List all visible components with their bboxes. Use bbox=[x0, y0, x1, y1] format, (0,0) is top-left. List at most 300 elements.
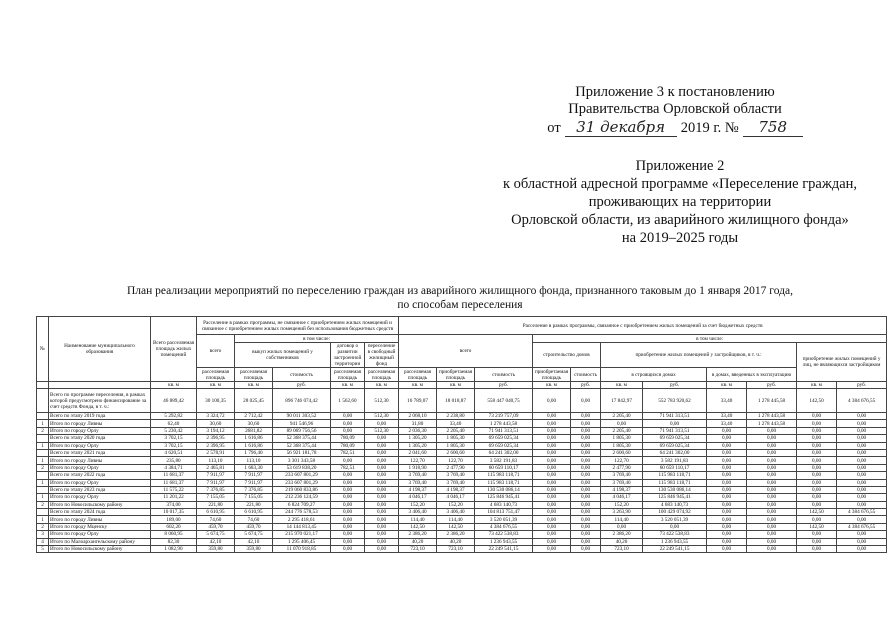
row-value: 2 386,20 bbox=[399, 531, 437, 538]
row-value: 0,00 bbox=[571, 531, 601, 538]
row-value: 7 911,97 bbox=[235, 479, 273, 486]
row-value: 0,00 bbox=[533, 516, 571, 523]
row-name: Всего по этапу 2019 года bbox=[49, 413, 151, 420]
row-value: 0,00 bbox=[365, 479, 399, 486]
plan-title bbox=[110, 284, 810, 312]
th-dev-contract: договор о развитии застроенной территории bbox=[331, 343, 365, 368]
row-value: 3 194,12 bbox=[197, 427, 235, 434]
row-value: 2 578,91 bbox=[197, 449, 235, 456]
row-value: 723,10 bbox=[601, 546, 643, 553]
row-value: 0,00 bbox=[331, 472, 365, 479]
row-value: 33,40 bbox=[707, 413, 747, 420]
th-free-fund: переселение в свободный жилищный фонд bbox=[365, 343, 399, 368]
row-value: 0,00 bbox=[533, 464, 571, 471]
row-value: 125 846 945,41 bbox=[475, 494, 533, 501]
unit: кв. м bbox=[797, 382, 837, 389]
row-value: 73 422 538,83 bbox=[475, 531, 533, 538]
row-value: 0,00 bbox=[837, 538, 887, 545]
row-value: 0,00 bbox=[571, 435, 601, 442]
row-value: 1 805,30 bbox=[601, 435, 643, 442]
row-value: 512,30 bbox=[365, 389, 399, 413]
table-row bbox=[37, 442, 887, 449]
row-value: 33,40 bbox=[707, 420, 747, 427]
row-value: 11 681,37 bbox=[151, 472, 197, 479]
row-value: 723,10 bbox=[437, 546, 475, 553]
row-value: 0,00 bbox=[571, 516, 601, 523]
row-value: 53 619 838,20 bbox=[273, 464, 331, 471]
row-value: 0,00 bbox=[837, 449, 887, 456]
row-value: 1 805,30 bbox=[437, 442, 475, 449]
row-value: 0,00 bbox=[533, 435, 571, 442]
header-ot: от bbox=[547, 120, 561, 136]
row-value: 782,51 bbox=[331, 449, 365, 456]
row-value: 16 789,07 bbox=[399, 389, 437, 413]
row-value: 4 384 676,55 bbox=[837, 389, 887, 413]
row-value: 512,30 bbox=[365, 413, 399, 420]
row-value: 22 249 541,15 bbox=[475, 546, 533, 553]
row-value: 1 796,40 bbox=[235, 449, 273, 456]
row-value: 189,00 bbox=[151, 516, 197, 523]
row-number bbox=[37, 509, 49, 516]
row-value: 3 520 051,39 bbox=[475, 516, 533, 523]
row-value: 0,00 bbox=[837, 464, 887, 471]
row-number: 5 bbox=[37, 546, 49, 553]
row-value: 142,50 bbox=[437, 523, 475, 530]
unit: кв. м bbox=[235, 382, 273, 389]
row-value: 56 921 181,78 bbox=[273, 449, 331, 456]
row-value: 0,00 bbox=[707, 516, 747, 523]
row-value: 2681,82 bbox=[235, 427, 273, 434]
row-value: 0,00 bbox=[533, 531, 571, 538]
row-value: 0,00 bbox=[797, 472, 837, 479]
row-value: 0,00 bbox=[747, 516, 797, 523]
row-value: 0,00 bbox=[365, 523, 399, 530]
row-value: 0,00 bbox=[747, 546, 797, 553]
th-buy-developers: приобретение жилых помещений у застройщиков, в т. ч.: bbox=[601, 343, 797, 368]
row-value: 82,30 bbox=[151, 538, 197, 545]
row-name: Итого по городу Ливны bbox=[49, 516, 151, 523]
row-value: 0,00 bbox=[365, 509, 399, 516]
th-b-cost: стоимость bbox=[475, 368, 533, 382]
row-value: 0,00 bbox=[331, 427, 365, 434]
row-value: 0,00 bbox=[571, 413, 601, 420]
row-value: 89 069 756,56 bbox=[273, 427, 331, 434]
th-built-houses: в строящихся домах bbox=[601, 368, 707, 382]
row-value: 3 769,40 bbox=[399, 479, 437, 486]
row-value: 235,80 bbox=[151, 457, 197, 464]
row-value: 0,00 bbox=[837, 479, 887, 486]
row-name: Итого по Новосильскому району bbox=[49, 501, 151, 508]
row-value: 0,00 bbox=[533, 427, 571, 434]
row-value: 212 236 124,59 bbox=[273, 494, 331, 501]
row-value: 64 241 302,00 bbox=[643, 449, 707, 456]
row-value: 0,00 bbox=[837, 516, 887, 523]
row-value: 0,00 bbox=[533, 472, 571, 479]
row-value: 0,00 bbox=[797, 516, 837, 523]
row-value: 7 376,85 bbox=[235, 486, 273, 493]
row-value: 0,00 bbox=[707, 472, 747, 479]
plan-title-line-1: План реализации мероприятий по переселению граждан из аварийного жилищного фонда, признанного таковым до 1 января 2017 года, bbox=[127, 285, 793, 297]
row-value: 2 205,40 bbox=[601, 427, 643, 434]
th-build-area: приобретаемая площадь bbox=[533, 368, 571, 382]
row-number: 1 bbox=[37, 516, 49, 523]
row-value: 0,00 bbox=[837, 442, 887, 449]
table-row bbox=[37, 509, 887, 516]
row-value: 100 429 074,92 bbox=[643, 509, 707, 516]
row-value: 3 769,40 bbox=[601, 472, 643, 479]
row-value: 130 530 086,14 bbox=[643, 486, 707, 493]
row-name: Итого по Малоархангельскому району bbox=[49, 538, 151, 545]
row-value: 0,00 bbox=[797, 413, 837, 420]
row-value: 0,00 bbox=[707, 457, 747, 464]
row-value: 5 674,75 bbox=[197, 531, 235, 538]
th-free-area: расселяемая площадь bbox=[365, 368, 399, 382]
row-value: 3 406,40 bbox=[437, 509, 475, 516]
appendix-line-2: к областной адресной программе «Переселение граждан, bbox=[502, 176, 858, 192]
row-value: 215 970 021,17 bbox=[273, 531, 331, 538]
row-number: 2 bbox=[37, 523, 49, 530]
row-value: 115 983 118,71 bbox=[643, 472, 707, 479]
row-value: 0,00 bbox=[797, 494, 837, 501]
date-signature: 31 декабря bbox=[565, 119, 677, 137]
row-value: 6 610,95 bbox=[197, 509, 235, 516]
row-number bbox=[37, 472, 49, 479]
row-value: 0,00 bbox=[837, 457, 887, 464]
units-row bbox=[37, 382, 887, 389]
row-name: Итого по городу Орлу bbox=[49, 531, 151, 538]
row-value: 2 386,20 bbox=[601, 531, 643, 538]
row-value: 113,10 bbox=[197, 457, 235, 464]
row-value: 0,00 bbox=[533, 538, 571, 545]
row-value: 0,00 bbox=[747, 509, 797, 516]
row-value: 60 659 110,17 bbox=[643, 464, 707, 471]
row-value: 30 100,35 bbox=[197, 389, 235, 413]
row-value: 0,00 bbox=[533, 523, 571, 530]
row-name: Итого по городу Орлу bbox=[49, 464, 151, 471]
row-value: 7 911,97 bbox=[235, 472, 273, 479]
row-value: 233 607 801,29 bbox=[273, 479, 331, 486]
th-dev-area: расселяемая площадь bbox=[331, 368, 365, 382]
row-value: 0,00 bbox=[365, 531, 399, 538]
unit: руб. bbox=[643, 382, 707, 389]
row-value: 0,00 bbox=[797, 420, 837, 427]
unit: кв. м bbox=[365, 382, 399, 389]
table-row bbox=[37, 413, 887, 420]
row-value: 0,00 bbox=[747, 479, 797, 486]
row-name: Итого по Новосильскому району bbox=[49, 546, 151, 553]
table-row bbox=[37, 516, 887, 523]
row-value: 3 263,90 bbox=[601, 509, 643, 516]
row-value: 0,00 bbox=[707, 546, 747, 553]
row-value: 3 702,15 bbox=[151, 442, 197, 449]
row-value: 69 659 025,34 bbox=[475, 435, 533, 442]
th-b-total: всего bbox=[399, 335, 533, 368]
row-value: 0,00 bbox=[797, 538, 837, 545]
row-value: 1 305,20 bbox=[399, 435, 437, 442]
row-value: 0,00 bbox=[707, 501, 747, 508]
row-value: 14 144 813,45 bbox=[273, 523, 331, 530]
row-value: 0,00 bbox=[331, 457, 365, 464]
row-name: Всего по этапу 2022 года bbox=[49, 472, 151, 479]
row-value: 1 562,60 bbox=[331, 389, 365, 413]
row-value: 62,40 bbox=[151, 420, 197, 427]
row-value: 0,00 bbox=[797, 427, 837, 434]
th-b-area-res: расселяемая площадь bbox=[399, 368, 437, 382]
unit: кв. м bbox=[399, 382, 437, 389]
row-value: 3 324,72 bbox=[197, 413, 235, 420]
row-value: 3 769,40 bbox=[437, 472, 475, 479]
row-value: 0,00 bbox=[837, 486, 887, 493]
row-value: 3 301 343,58 bbox=[273, 457, 331, 464]
table-row bbox=[37, 457, 887, 464]
table-row bbox=[37, 464, 887, 471]
row-value: 4 198,37 bbox=[601, 486, 643, 493]
row-value: 0,00 bbox=[533, 457, 571, 464]
row-value: 0,00 bbox=[747, 501, 797, 508]
row-value: 1 236 943,55 bbox=[643, 538, 707, 545]
unit: кв. м bbox=[331, 382, 365, 389]
unit: руб. bbox=[747, 382, 797, 389]
unit: руб. bbox=[273, 382, 331, 389]
row-name: Всего по этапу 2024 года bbox=[49, 509, 151, 516]
row-value: 0,00 bbox=[533, 546, 571, 553]
th-b-area-bought: приобретаемая площадь bbox=[437, 368, 475, 382]
row-value: 18 018,87 bbox=[437, 389, 475, 413]
row-value: 104 813 751,47 bbox=[475, 509, 533, 516]
row-value: 2 205,40 bbox=[437, 427, 475, 434]
row-value: 115 983 118,71 bbox=[475, 479, 533, 486]
appendix-line-3: проживающих на территории bbox=[588, 194, 772, 210]
row-value: 0,00 bbox=[837, 531, 887, 538]
table-row bbox=[37, 538, 887, 545]
row-value: 0,00 bbox=[643, 420, 707, 427]
row-value: 0,00 bbox=[707, 531, 747, 538]
row-value: 1 683,30 bbox=[235, 464, 273, 471]
row-value: 780,09 bbox=[331, 442, 365, 449]
row-name: Итого по городу Ливны bbox=[49, 420, 151, 427]
row-value: 2 477,90 bbox=[437, 464, 475, 471]
row-value: 7 911,97 bbox=[197, 479, 235, 486]
row-value: 0,00 bbox=[331, 479, 365, 486]
row-value: 0,00 bbox=[797, 531, 837, 538]
row-value: 42,10 bbox=[235, 538, 273, 545]
row-value: 0,00 bbox=[747, 442, 797, 449]
row-value: 0,00 bbox=[571, 486, 601, 493]
row-value: 2 477,90 bbox=[601, 464, 643, 471]
row-value: 0,00 bbox=[365, 501, 399, 508]
table-row bbox=[37, 523, 887, 530]
row-value: 0,00 bbox=[797, 546, 837, 553]
row-value: 90 011 303,52 bbox=[273, 413, 331, 420]
row-value: 30,60 bbox=[235, 420, 273, 427]
row-value: 7 155,05 bbox=[235, 494, 273, 501]
row-name: Итого по городу Орлу bbox=[49, 427, 151, 434]
table-row bbox=[37, 420, 887, 427]
row-value: 73 219 757,09 bbox=[475, 413, 533, 420]
row-value: 17 842,97 bbox=[601, 389, 643, 413]
row-value: 219 060 833,86 bbox=[273, 486, 331, 493]
row-value: 0,00 bbox=[797, 449, 837, 456]
row-value: 69 659 025,34 bbox=[643, 435, 707, 442]
row-value: 3 769,40 bbox=[399, 472, 437, 479]
table-row bbox=[37, 479, 887, 486]
row-value: 60 659 110,17 bbox=[475, 464, 533, 471]
row-value: 0,00 bbox=[365, 486, 399, 493]
row-value: 2 465,81 bbox=[197, 464, 235, 471]
table-row bbox=[37, 472, 887, 479]
row-value: 122,70 bbox=[399, 457, 437, 464]
row-value: 0,00 bbox=[797, 442, 837, 449]
row-value: 2 238,80 bbox=[437, 413, 475, 420]
row-value: 0,00 bbox=[707, 464, 747, 471]
row-value: 0,00 bbox=[747, 427, 797, 434]
row-value: 0,00 bbox=[797, 479, 837, 486]
row-value: 4 620,51 bbox=[151, 449, 197, 456]
row-value: 0,00 bbox=[365, 435, 399, 442]
th-buyout: выкуп жилых помещений у собственников bbox=[235, 343, 331, 368]
row-value: 0,00 bbox=[571, 472, 601, 479]
row-value: 0,00 bbox=[571, 509, 601, 516]
table-row bbox=[37, 449, 887, 456]
row-value: 0,00 bbox=[571, 389, 601, 413]
row-value: 0,00 bbox=[837, 546, 887, 553]
row-value: 244 776 578,53 bbox=[273, 509, 331, 516]
th-name: Наименование муниципального образования bbox=[49, 317, 151, 382]
row-value: 0,00 bbox=[331, 546, 365, 553]
unit: руб. bbox=[837, 382, 887, 389]
th-build-cost: стоимость bbox=[571, 368, 601, 382]
row-value: 782,51 bbox=[331, 464, 365, 471]
row-value: 4 046,17 bbox=[437, 494, 475, 501]
row-value: 0,00 bbox=[533, 413, 571, 420]
row-name: Всего по программе переселения, в рамках которой предусмотрено финансирование за счет средств Фонда, в т. ч.: bbox=[49, 389, 151, 413]
appendix-line-4: Орловской области, из аварийного жилищного фонда» bbox=[511, 212, 849, 228]
row-value: 0,00 bbox=[533, 486, 571, 493]
row-value: 0,00 bbox=[837, 420, 887, 427]
row-number: 1 bbox=[37, 442, 49, 449]
row-value: 459,70 bbox=[235, 523, 273, 530]
row-value: 2 041,60 bbox=[399, 449, 437, 456]
row-number: 3 bbox=[37, 531, 49, 538]
row-value: 0,00 bbox=[571, 538, 601, 545]
row-name: Всего по этапу 2021 года bbox=[49, 449, 151, 456]
row-value: 4 198,37 bbox=[437, 486, 475, 493]
row-value: 0,00 bbox=[707, 435, 747, 442]
row-value: 780,09 bbox=[331, 435, 365, 442]
row-value: 114,40 bbox=[399, 516, 437, 523]
row-value: 0,00 bbox=[707, 494, 747, 501]
row-value: 2 396,95 bbox=[197, 435, 235, 442]
row-number bbox=[37, 435, 49, 442]
row-value: 2 295 418,61 bbox=[273, 516, 331, 523]
row-value: 5 292,82 bbox=[151, 413, 197, 420]
row-value: 71 941 313,51 bbox=[643, 413, 707, 420]
row-value: 11 575,22 bbox=[151, 486, 197, 493]
table-row bbox=[37, 501, 887, 508]
row-value: 3 582 191,83 bbox=[475, 457, 533, 464]
row-value: 0,00 bbox=[797, 501, 837, 508]
appendix-header bbox=[470, 157, 890, 247]
row-value: 0,00 bbox=[365, 472, 399, 479]
row-value: 69 659 025,34 bbox=[643, 442, 707, 449]
th-buyout-cost: стоимость bbox=[273, 368, 331, 382]
row-value: 1 295 406,45 bbox=[273, 538, 331, 545]
row-number: 2 bbox=[37, 427, 49, 434]
table-row bbox=[37, 435, 887, 442]
row-value: 1 278 443,58 bbox=[475, 420, 533, 427]
row-value: 0,00 bbox=[365, 464, 399, 471]
row-value: 0,00 bbox=[837, 435, 887, 442]
row-value: 3 769,40 bbox=[437, 479, 475, 486]
row-value: 0,00 bbox=[331, 523, 365, 530]
row-value: 7 155,05 bbox=[197, 494, 235, 501]
row-name: Всего по этапу 2020 года bbox=[49, 435, 151, 442]
row-value: 2 600,60 bbox=[437, 449, 475, 456]
th-no: № bbox=[37, 317, 49, 382]
row-value: 4 683 140,73 bbox=[643, 501, 707, 508]
row-value: 0,00 bbox=[571, 479, 601, 486]
row-value: 0,00 bbox=[747, 486, 797, 493]
row-value: 3 769,40 bbox=[601, 479, 643, 486]
header-date-row bbox=[515, 119, 835, 137]
row-value: 1 278 443,58 bbox=[747, 413, 797, 420]
appendix-line-1: Приложение 2 bbox=[635, 158, 725, 174]
row-value: 0,00 bbox=[571, 457, 601, 464]
th-b-in-that: в том числе: bbox=[533, 335, 887, 343]
row-value: 52 368 375,44 bbox=[273, 442, 331, 449]
row-value: 2 068,10 bbox=[399, 413, 437, 420]
row-value: 130 530 086,14 bbox=[475, 486, 533, 493]
row-value: 0,00 bbox=[331, 494, 365, 501]
row-value: 10 017,35 bbox=[151, 509, 197, 516]
row-value: 0,00 bbox=[747, 538, 797, 545]
row-value: 2 396,95 bbox=[197, 442, 235, 449]
row-value: 0,00 bbox=[747, 449, 797, 456]
table-row bbox=[37, 531, 887, 538]
row-value: 31,80 bbox=[399, 420, 437, 427]
plan-table bbox=[36, 316, 887, 553]
row-value: 0,00 bbox=[331, 531, 365, 538]
row-value: 11 681,37 bbox=[151, 479, 197, 486]
row-value: 113,10 bbox=[235, 457, 273, 464]
row-value: 142,50 bbox=[797, 389, 837, 413]
row-value: 0,00 bbox=[571, 420, 601, 427]
row-value: 1 278 443,58 bbox=[747, 420, 797, 427]
row-value: 30,60 bbox=[197, 420, 235, 427]
row-value: 7 376,85 bbox=[197, 486, 235, 493]
row-value: 74,60 bbox=[197, 516, 235, 523]
table-row bbox=[37, 427, 887, 434]
row-value: 512,30 bbox=[365, 427, 399, 434]
row-value: 0,00 bbox=[707, 449, 747, 456]
row-value: 142,50 bbox=[797, 523, 837, 530]
row-value: 221,80 bbox=[235, 501, 273, 508]
row-value: 4 384 676,55 bbox=[837, 509, 887, 516]
row-value: 1 278 445,58 bbox=[747, 389, 797, 413]
row-number: 1 bbox=[37, 420, 49, 427]
row-value: 1 805,30 bbox=[601, 442, 643, 449]
row-number bbox=[37, 449, 49, 456]
row-value: 0,00 bbox=[837, 413, 887, 420]
row-value: 0,00 bbox=[797, 457, 837, 464]
row-value: 0,00 bbox=[571, 427, 601, 434]
row-value: 0,00 bbox=[707, 442, 747, 449]
table-row bbox=[37, 494, 887, 501]
row-value: 6 824 709,27 bbox=[273, 501, 331, 508]
row-value: 0,00 bbox=[571, 501, 601, 508]
th-group-a: Расселение в рамках программы, не связанное с приобретением жилых помещений и связанное с приобретением жилых помещений без использования бюджетных средств bbox=[197, 317, 399, 335]
row-value: 40,20 bbox=[601, 538, 643, 545]
